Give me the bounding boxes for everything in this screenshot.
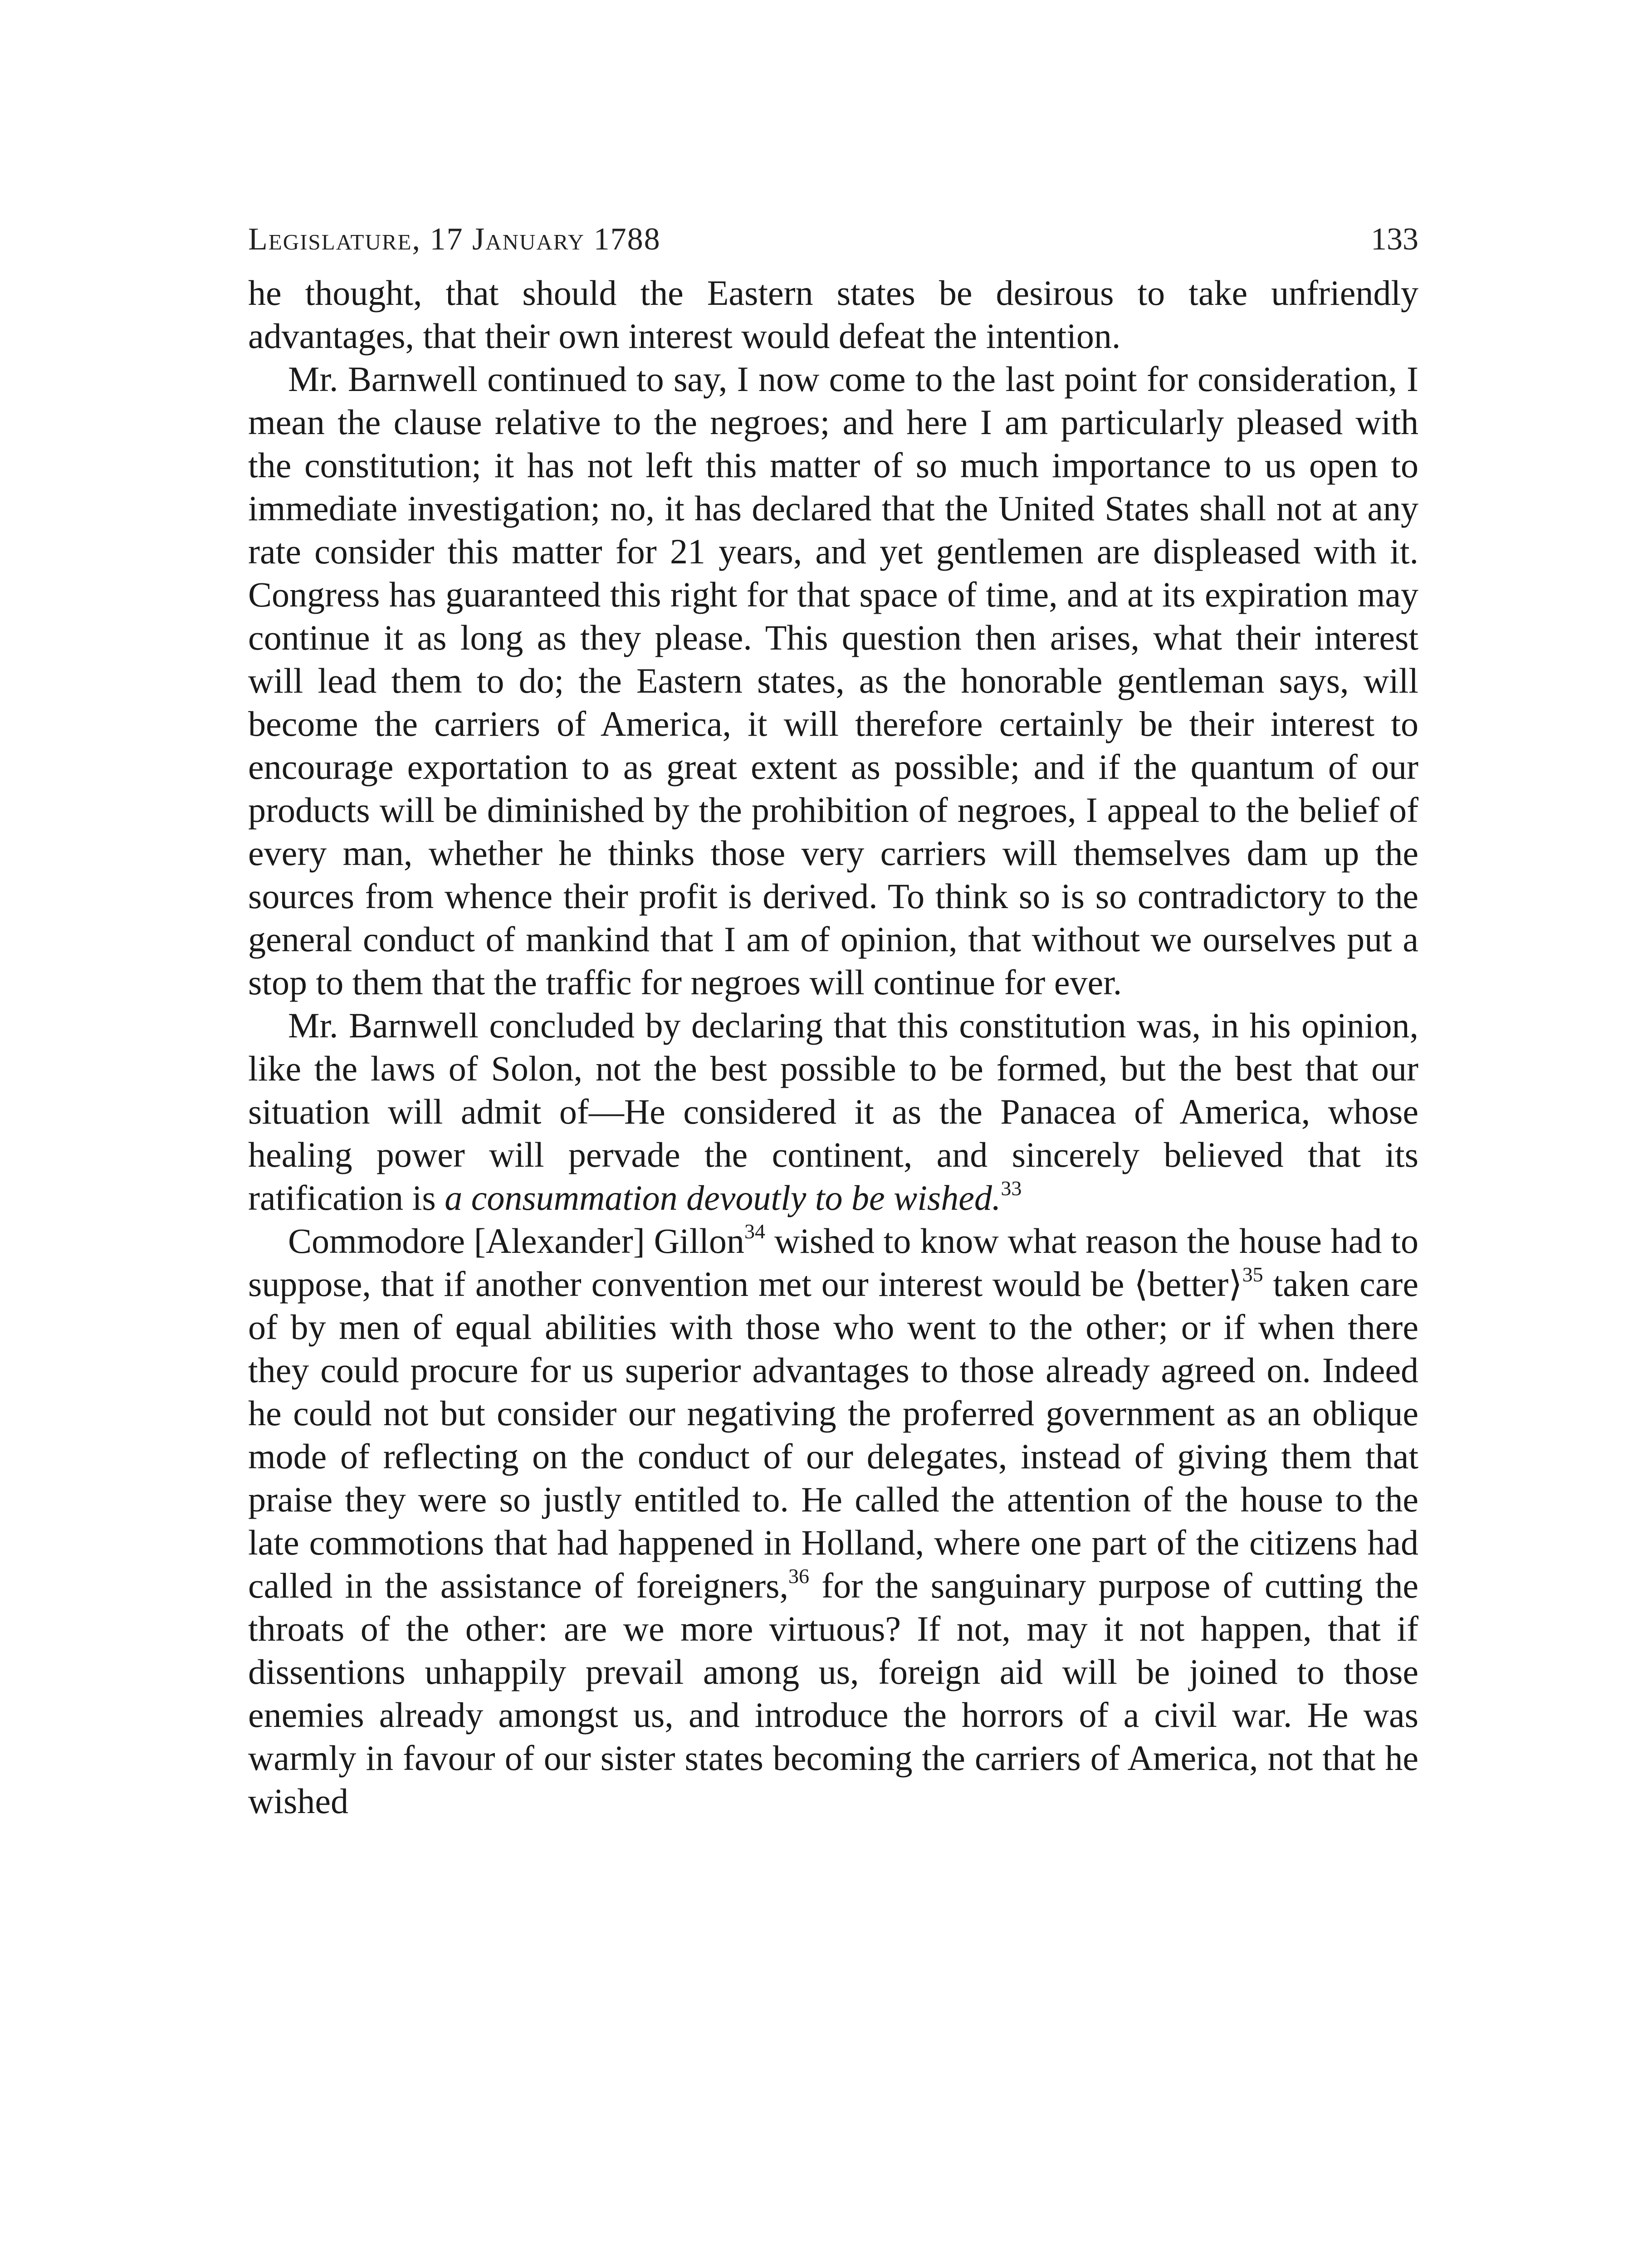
paragraph-4-text-a: Commodore [Alexander] Gillon <box>288 1221 744 1261</box>
paragraph-4-text-c: taken care of by men of equal abilities with those who went to the other; or if when there they could procure for us superior advantages to those already agreed on. Indeed he could not but consider our negativing the proferred government as an oblique mode of reflecting on the conduct of our delegates, instead of giving them that praise they were so justly entitled to. He called the attention of the house to the late commotions that had happened in Holland, where one part of the citizens had called in the assistance of foreigners, <box>248 1264 1419 1605</box>
document-page <box>248 217 1418 1823</box>
page-number: 133 <box>1371 222 1418 257</box>
paragraph-4 <box>248 1219 1418 1823</box>
paragraph-2: Mr. Barnwell continued to say, I now come to the last point for consideration, I mean the clause relative to the negroes; and here I am particularly pleased with the constitution; it has not left this matter of so much importance to us open to immediate investigation; no, it has declared that the United States shall not at any rate consider this matter for 21 years, and yet gentlemen are displeased with it. Congress has guaranteed this right for that space of time, and at its expiration may continue it as long as they please. This question then arises, what their interest will lead them to do; the Eastern states, as the honorable gentleman says, will become the carriers of America, it will therefore certainly be their interest to encourage exportation to as great extent as possible; and if the quantum of our products will be diminished by the prohibition of negroes, I appeal to the belief of every man, whether he thinks those very carriers will themselves dam up the sources from whence their profit is derived. To think so is so contradictory to the general conduct of mankind that I am of opinion, that without we ourselves put a stop to them that the traffic for negroes will continue for ever. <box>248 359 1418 1002</box>
paragraph-4-text-b: wished to know what reason the house had to suppose, that if another convention met our interest would be ⟨better⟩ <box>248 1221 1418 1304</box>
paragraph-3-italic-quote: a consummation devoutly to be wished. <box>445 1178 1001 1217</box>
paragraph-1: he thought, that should the Eastern states be desirous to take unfriendly advantages, that their own interest would defeat the intention. <box>248 273 1418 356</box>
paragraph-4-text-d: for the sanguinary purpose of cutting the throats of the other: are we more virtuous? If not, may it not happen, that if dissentions unhappily prevail among us, foreign aid will be joined to those enemies already amongst us, and introduce the horrors of a civil war. He was warmly in favour of our sister states becoming the carriers of America, not that he wished <box>248 1566 1419 1821</box>
body-text <box>248 271 1418 1823</box>
footnote-ref-33: 33 <box>1001 1177 1022 1200</box>
running-head-title: Legislature, 17 January 1788 <box>248 222 661 257</box>
footnote-ref-35: 35 <box>1242 1263 1263 1286</box>
footnote-ref-34: 34 <box>744 1220 765 1243</box>
paragraph-3-text: Mr. Barnwell concluded by declaring that this constitution was, in his opinion, like the laws of Solon, not the best possible to be formed, but the best that our situation will admit of—He considered it as the Panacea of America, whose healing power will pervade the continent, and sincerely believed that its ratification is <box>248 1006 1418 1217</box>
footnote-ref-36: 36 <box>788 1564 809 1588</box>
paragraph-3 <box>248 1004 1418 1219</box>
running-head <box>248 217 1418 262</box>
